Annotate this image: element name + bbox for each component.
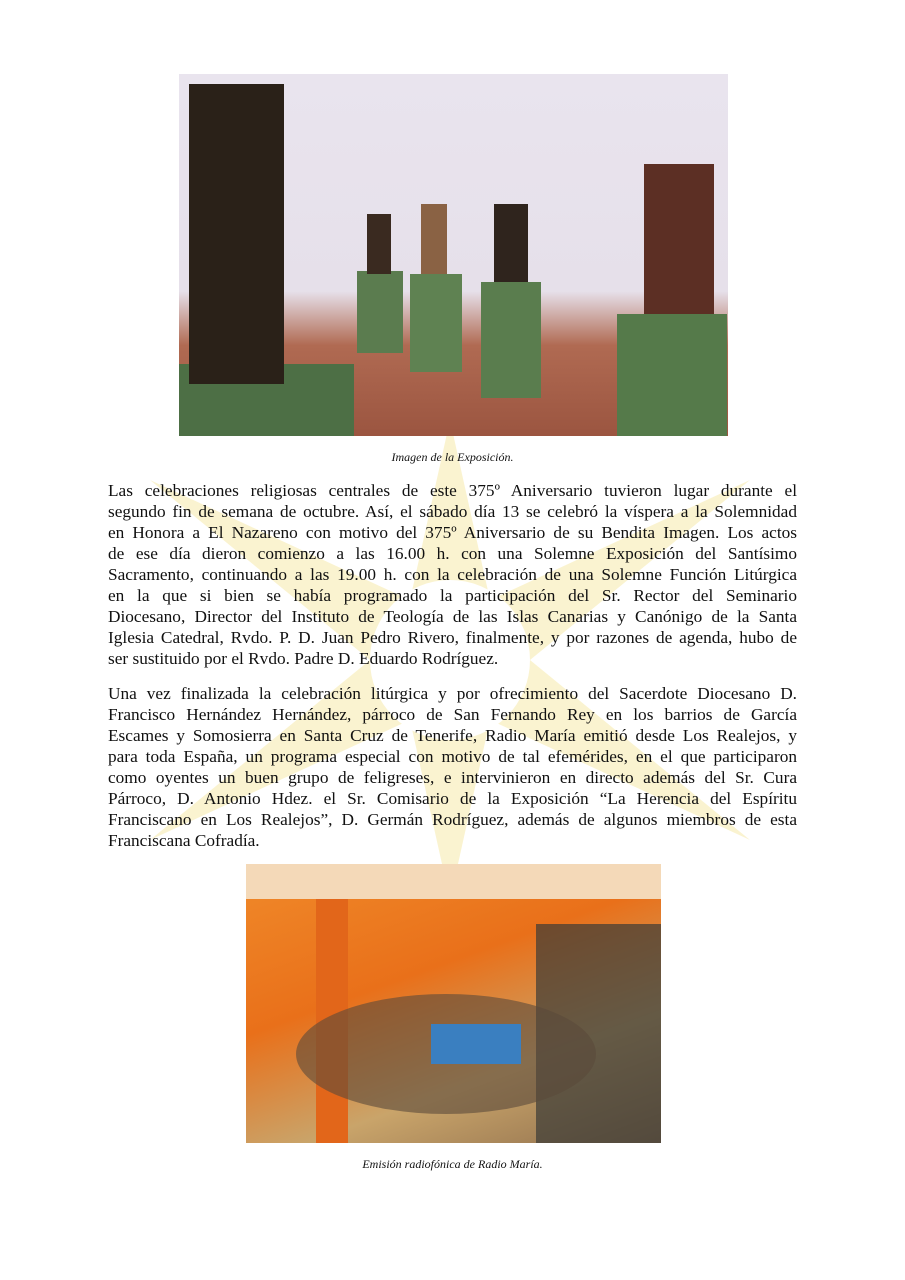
text-line: Escames y Somosierra en Santa Cruz de Tenerife, Radio María emitió desde Los Realejos, y [108, 726, 797, 745]
text-line: como oyentes un buen grupo de feligreses, e intervinieron en directo además del Sr. Cura [108, 768, 797, 787]
figure-caption: Imagen de la Exposición. [391, 450, 514, 464]
exhibition-photo [179, 74, 728, 436]
text-line: Diocesano, Director del Instituto de Teología de las Islas Canarias y Canónigo de la Santa [108, 607, 797, 626]
text-line: en la que si bien se había programado la participación del Sr. Rector del Seminario [108, 586, 797, 605]
text-line: Párroco, D. Antonio Hdez. el Sr. Comisario de la Exposición “La Herencia del Espíritu [108, 789, 797, 808]
text-line: Una vez finalizada la celebración litúrgica y por ofrecimiento del Sacerdote Diocesano D. [108, 684, 797, 703]
text-line: Franciscana Cofradía. [108, 831, 260, 850]
text-line: en Honora a El Nazareno con motivo del 375º Aniversario de su Bendita Imagen. Los actos [108, 523, 797, 542]
text-line: ser sustituido por el Rvdo. Padre D. Eduardo Rodríguez. [108, 649, 499, 668]
text-line: Las celebraciones religiosas centrales de este 375º Aniversario tuvieron lugar durante el [108, 481, 797, 500]
text-line: Franciscano en Los Realejos”, D. Germán Rodríguez, además de algunos miembros de esta [108, 810, 797, 829]
text-line: Iglesia Catedral, Rvdo. P. D. Juan Pedro Rivero, finalmente, y por razones de agenda, hubo de [108, 628, 797, 647]
body-paragraph [108, 480, 797, 669]
radio-broadcast-photo [246, 864, 661, 1143]
text-line: de ese día dieron comienzo a las 16.00 h. con una Solemne Exposición del Santísimo [108, 544, 797, 563]
text-line: segundo fin de semana de octubre. Así, el sábado día 13 se celebró la víspera a la Solemnidad [108, 502, 797, 521]
text-line: Sacramento, continuando a las 19.00 h. con la celebración de una Solemne Función Litúrgica [108, 565, 797, 584]
text-line: Francisco Hernández Hernández, párroco de San Fernando Rey en los barrios de García [108, 705, 797, 724]
text-line: para toda España, un programa especial con motivo de tal efemérides, en el que participaron [108, 747, 797, 766]
figure-caption: Emisión radiofónica de Radio María. [362, 1157, 543, 1171]
body-paragraph [108, 683, 797, 851]
